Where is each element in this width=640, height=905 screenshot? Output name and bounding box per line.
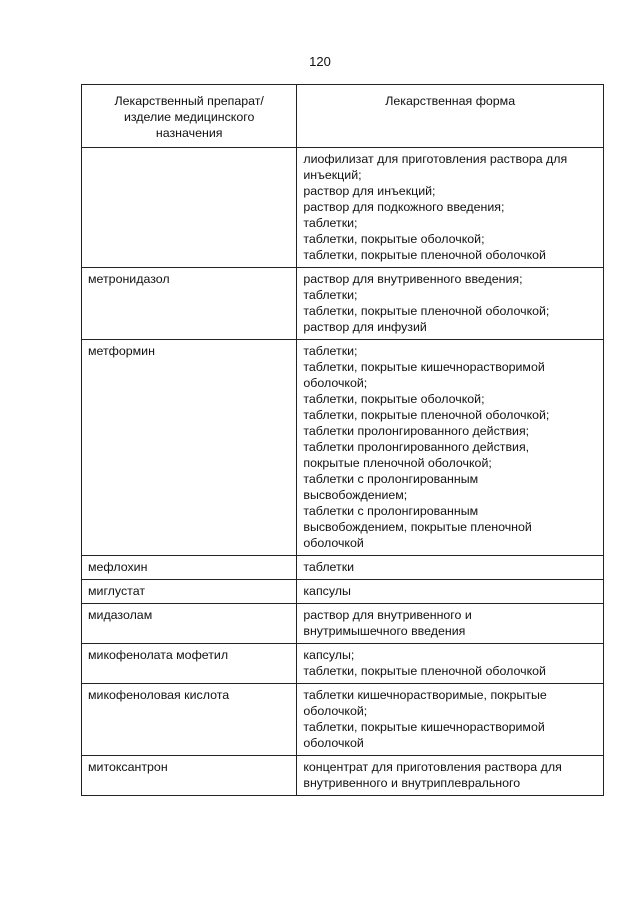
drug-name-cell: [82, 604, 297, 644]
dosage-form-line: высвобождением;: [303, 488, 408, 502]
dosage-form-line: покрытые пленочной оболочкой;: [303, 456, 492, 470]
dosage-form-cell: [297, 268, 604, 340]
dosage-form-line: капсулы: [303, 584, 351, 598]
table-row: [82, 644, 604, 684]
dosage-form-line: таблетки пролонгированного действия;: [303, 424, 530, 438]
dosage-form-line: раствор для внутривенного введения;: [303, 272, 523, 286]
header-drug-line: назначения: [155, 126, 223, 140]
table-row: [82, 556, 604, 580]
table-row: [82, 148, 604, 268]
table-header-row: [82, 85, 604, 148]
header-form-label: Лекарственная форма: [385, 94, 516, 108]
dosage-form-line: таблетки;: [303, 344, 358, 358]
dosage-form-line: раствор для инъекций;: [303, 184, 436, 198]
drug-name: мефлохин: [88, 560, 148, 574]
drug-name-cell: [82, 580, 297, 604]
dosage-form-line: оболочкой: [303, 536, 364, 550]
drug-name: микофеноловая кислота: [88, 688, 230, 702]
dosage-form-line: лиофилизат для приготовления раствора для: [303, 152, 568, 166]
drug-name-cell: [82, 556, 297, 580]
dosage-form-line: внутривенного и внутриплеврального: [303, 776, 521, 790]
page-number: 120: [309, 54, 331, 69]
drug-name: метформин: [88, 344, 155, 358]
dosage-form-line: концентрат для приготовления раствора для: [303, 760, 562, 774]
dosage-form-line: оболочкой;: [303, 376, 368, 390]
drug-name: миглустат: [88, 584, 145, 598]
header-form: [297, 85, 604, 148]
drug-form-table: [81, 84, 604, 796]
dosage-form-line: раствор для внутривенного и: [303, 608, 472, 622]
dosage-form-line: раствор для инфузий: [303, 320, 427, 334]
header-drug: [82, 85, 297, 148]
table-row: [82, 340, 604, 556]
drug-name-cell: [82, 644, 297, 684]
dosage-form-line: таблетки, покрытые оболочкой;: [303, 232, 485, 246]
dosage-form-cell: [297, 604, 604, 644]
dosage-form-line: таблетки кишечнорастворимые, покрытые: [303, 688, 547, 702]
dosage-form-cell: [297, 684, 604, 756]
dosage-form-line: таблетки с пролонгированным: [303, 472, 479, 486]
header-drug-line: Лекарственный препарат/: [114, 94, 264, 108]
dosage-form-cell: [297, 148, 604, 268]
dosage-form-line: таблетки с пролонгированным: [303, 504, 479, 518]
dosage-form-cell: [297, 644, 604, 684]
table-row: [82, 604, 604, 644]
drug-name-cell: [82, 148, 297, 268]
dosage-form-line: раствор для подкожного введения;: [303, 200, 505, 214]
header-drug-line: изделие медицинского: [123, 110, 255, 124]
dosage-form-line: таблетки, покрытые пленочной оболочкой: [303, 664, 546, 678]
dosage-form-line: таблетки, покрытые пленочной оболочкой;: [303, 408, 550, 422]
dosage-form-line: оболочкой: [303, 736, 364, 750]
dosage-form-line: таблетки пролонгированного действия,: [303, 440, 530, 454]
drug-name: митоксантрон: [88, 760, 168, 774]
dosage-form-line: инъекций;: [303, 168, 362, 182]
dosage-form-line: таблетки, покрытые кишечнорастворимой: [303, 720, 545, 734]
dosage-form-line: таблетки: [303, 560, 355, 574]
drug-name-cell: [82, 756, 297, 796]
dosage-form-line: высвобождением, покрытые пленочной: [303, 520, 532, 534]
dosage-form-cell: [297, 756, 604, 796]
dosage-form-line: таблетки, покрытые кишечнорастворимой: [303, 360, 545, 374]
dosage-form-line: оболочкой;: [303, 704, 368, 718]
dosage-form-line: внутримышечного введения: [303, 624, 466, 638]
dosage-form-line: таблетки;: [303, 216, 358, 230]
dosage-form-line: таблетки, покрытые пленочной оболочкой;: [303, 304, 550, 318]
dosage-form-line: капсулы;: [303, 648, 355, 662]
drug-name-cell: [82, 268, 297, 340]
drug-name: метронидазол: [88, 272, 170, 286]
dosage-form-line: таблетки, покрытые оболочкой;: [303, 392, 485, 406]
table-row: [82, 756, 604, 796]
drug-name-cell: [82, 340, 297, 556]
table-row: [82, 684, 604, 756]
drug-name: мидазолам: [88, 608, 153, 622]
dosage-form-cell: [297, 556, 604, 580]
dosage-form-line: таблетки, покрытые пленочной оболочкой: [303, 248, 546, 262]
dosage-form-cell: [297, 580, 604, 604]
dosage-form-line: таблетки;: [303, 288, 358, 302]
dosage-form-cell: [297, 340, 604, 556]
drug-name: микофенолата мофетил: [88, 648, 229, 662]
table-body: [82, 148, 604, 796]
drug-name-cell: [82, 684, 297, 756]
table-row: [82, 268, 604, 340]
table-row: [82, 580, 604, 604]
